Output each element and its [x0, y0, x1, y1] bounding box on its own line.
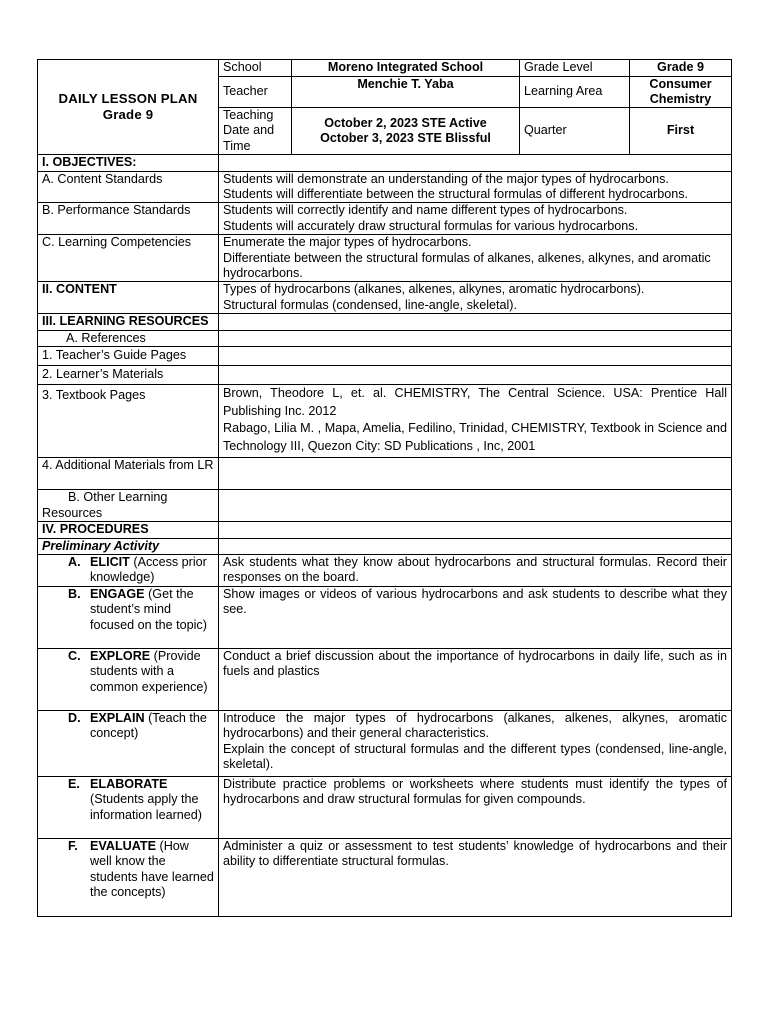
other-resources-label: B. Other Learning Resources — [38, 490, 219, 522]
step-letter: C. — [68, 648, 81, 663]
procedure-row — [38, 586, 732, 648]
objectives-heading: I. OBJECTIVES: — [38, 155, 219, 171]
performance-standard-2: Students will accurately draw structural formulas for various hydrocarbons. — [223, 218, 639, 233]
step-letter: B. — [68, 586, 81, 601]
header-row-school — [38, 60, 732, 77]
empty-cell — [219, 330, 732, 346]
references-row — [38, 330, 732, 346]
empty-cell — [219, 522, 732, 538]
teaching-date-value — [292, 108, 520, 155]
teaching-date-label: Teaching Date and Time — [219, 108, 292, 155]
performance-standards-text — [219, 203, 732, 235]
step-name: ELABORATE — [90, 776, 168, 791]
step-letter: A. — [68, 554, 81, 569]
procedure-step-label — [38, 586, 219, 648]
teacher-guide-row — [38, 347, 732, 366]
content-standards-text — [219, 171, 732, 203]
procedure-step-label — [38, 838, 219, 916]
step-description: (Access prior knowledge) — [90, 554, 207, 585]
step-name: EXPLORE — [90, 648, 151, 663]
empty-cell — [219, 347, 732, 366]
competency-2: Differentiate between the structural formulas of alkanes, alkenes, alkynes, and aromatic hydrocarbons. — [223, 250, 711, 281]
procedure-step-text: Show images or videos of various hydrocarbons and ask students to describe what they see. — [219, 586, 732, 648]
other-resources-row — [38, 490, 732, 522]
content-line-1: Types of hydrocarbons (alkanes, alkenes, alkynes, aromatic hydrocarbons). — [223, 282, 645, 297]
preliminary-activity: Preliminary Activity — [38, 538, 219, 554]
step-description: (Get the student’s mind focused on the topic) — [90, 586, 207, 632]
objectives-heading-row — [38, 155, 732, 171]
procedure-step-label — [38, 554, 219, 586]
preliminary-row — [38, 538, 732, 554]
teaching-date-line-2: October 3, 2023 STE Blissful — [320, 131, 491, 146]
procedure-step-text: Distribute practice problems or worksheets where students must identify the types of hydrocarbons and draw structural formulas for given compounds. — [219, 776, 732, 838]
additional-materials-row — [38, 458, 732, 490]
teacher-value: Menchie T. Yaba — [292, 77, 520, 108]
explain-line-2: Explain the concept of structural formulas and the different types (condensed, line-angle, skeletal). — [223, 741, 727, 771]
empty-cell — [219, 366, 732, 385]
performance-standards-row — [38, 203, 732, 235]
teaching-date-line-1: October 2, 2023 STE Active — [324, 115, 487, 130]
step-name: ENGAGE — [90, 586, 145, 601]
empty-cell — [219, 458, 732, 490]
empty-cell — [219, 314, 732, 330]
procedure-row — [38, 648, 732, 710]
lesson-plan-page — [37, 59, 731, 917]
step-letter: D. — [68, 710, 81, 725]
procedure-row — [38, 554, 732, 586]
step-description: (Students apply the information learned) — [90, 792, 203, 822]
lesson-plan-table — [37, 59, 732, 917]
additional-materials-label: 4. Additional Materials from LR — [38, 458, 219, 490]
content-standard-2: Students will differentiate between the structural formulas of different hydrocarbons. — [223, 187, 689, 202]
explain-line-1: Introduce the major types of hydrocarbons (alkanes, alkenes, alkynes, aromatic hydrocarbons) and their general characteristics. — [223, 710, 727, 741]
lesson-plan-title — [38, 60, 219, 155]
step-description: (Provide students with a common experience) — [90, 648, 208, 694]
content-standards-row — [38, 171, 732, 203]
content-standard-1: Students will demonstrate an understanding of the major types of hydrocarbons. — [223, 171, 669, 186]
performance-standards-label: B. Performance Standards — [38, 203, 219, 235]
quarter-value: First — [630, 108, 732, 155]
procedure-step-text: Administer a quiz or assessment to test students’ knowledge of hydrocarbons and their ability to differentiate structural formulas. — [219, 838, 732, 916]
content-line-2: Structural formulas (condensed, line-angle, skeletal). — [223, 297, 517, 312]
procedures-heading-row — [38, 522, 732, 538]
competency-1: Enumerate the major types of hydrocarbons. — [223, 235, 472, 250]
empty-cell — [219, 490, 732, 522]
title-line-1: DAILY LESSON PLAN — [58, 91, 198, 107]
textbook-row — [38, 385, 732, 458]
content-row — [38, 282, 732, 314]
step-description: (How well know the students have learned the concepts) — [90, 838, 214, 899]
step-letter: E. — [68, 776, 80, 791]
textbook-text — [219, 385, 732, 458]
title-line-2: Grade 9 — [102, 107, 154, 123]
competencies-label: C. Learning Competencies — [38, 235, 219, 282]
learning-area-value: Consumer Chemistry — [630, 77, 732, 108]
step-name: EXPLAIN — [90, 710, 145, 725]
procedure-step-text: Conduct a brief discussion about the importance of hydrocarbons in daily life, such as in fuels and plastics — [219, 648, 732, 710]
content-text — [219, 282, 732, 314]
procedures-heading: IV. PROCEDURES — [38, 522, 219, 538]
procedure-step-label — [38, 648, 219, 710]
school-label: School — [219, 60, 292, 77]
step-name: ELICIT — [90, 554, 130, 569]
resources-heading-row — [38, 314, 732, 330]
teacher-guide-label: 1. Teacher’s Guide Pages — [38, 347, 219, 366]
learner-materials-row — [38, 366, 732, 385]
textbook-ref-2: Rabago, Lilia M. , Mapa, Amelia, Fedilino, Trinidad, CHEMISTRY, Textbook in Science and Technology III, Quezon City: SD Publications , Inc, 2001 — [223, 421, 727, 453]
textbook-ref-1: Brown, Theodore L, et. al. CHEMISTRY, The Central Science. USA: Prentice Hall Publishing Inc. 2012 — [223, 386, 727, 418]
step-description: (Teach the concept) — [90, 710, 207, 741]
quarter-label: Quarter — [520, 108, 630, 155]
procedure-row — [38, 838, 732, 916]
learning-area-label: Learning Area — [520, 77, 630, 108]
procedure-step-label — [38, 776, 219, 838]
empty-cell — [219, 538, 732, 554]
learner-materials-label: 2. Learner’s Materials — [38, 366, 219, 385]
procedure-step-text — [219, 710, 732, 776]
procedure-row — [38, 776, 732, 838]
grade-level-value: Grade 9 — [630, 60, 732, 77]
textbook-label: 3. Textbook Pages — [38, 385, 219, 458]
school-value: Moreno Integrated School — [292, 60, 520, 77]
empty-cell — [219, 155, 732, 171]
references-label: A. References — [38, 330, 219, 346]
procedure-step-text: Ask students what they know about hydrocarbons and structural formulas. Record their responses on the board. — [219, 554, 732, 586]
procedure-step-label — [38, 710, 219, 776]
performance-standard-1: Students will correctly identify and name different types of hydrocarbons. — [223, 203, 628, 218]
resources-heading: III. LEARNING RESOURCES — [38, 314, 219, 330]
step-name: EVALUATE — [90, 838, 156, 853]
teacher-label: Teacher — [219, 77, 292, 108]
competencies-row — [38, 235, 732, 282]
competencies-text — [219, 235, 732, 282]
content-standards-label: A. Content Standards — [38, 171, 219, 203]
content-heading: II. CONTENT — [38, 282, 219, 314]
step-letter: F. — [68, 838, 78, 853]
procedure-row — [38, 710, 732, 776]
grade-level-label: Grade Level — [520, 60, 630, 77]
